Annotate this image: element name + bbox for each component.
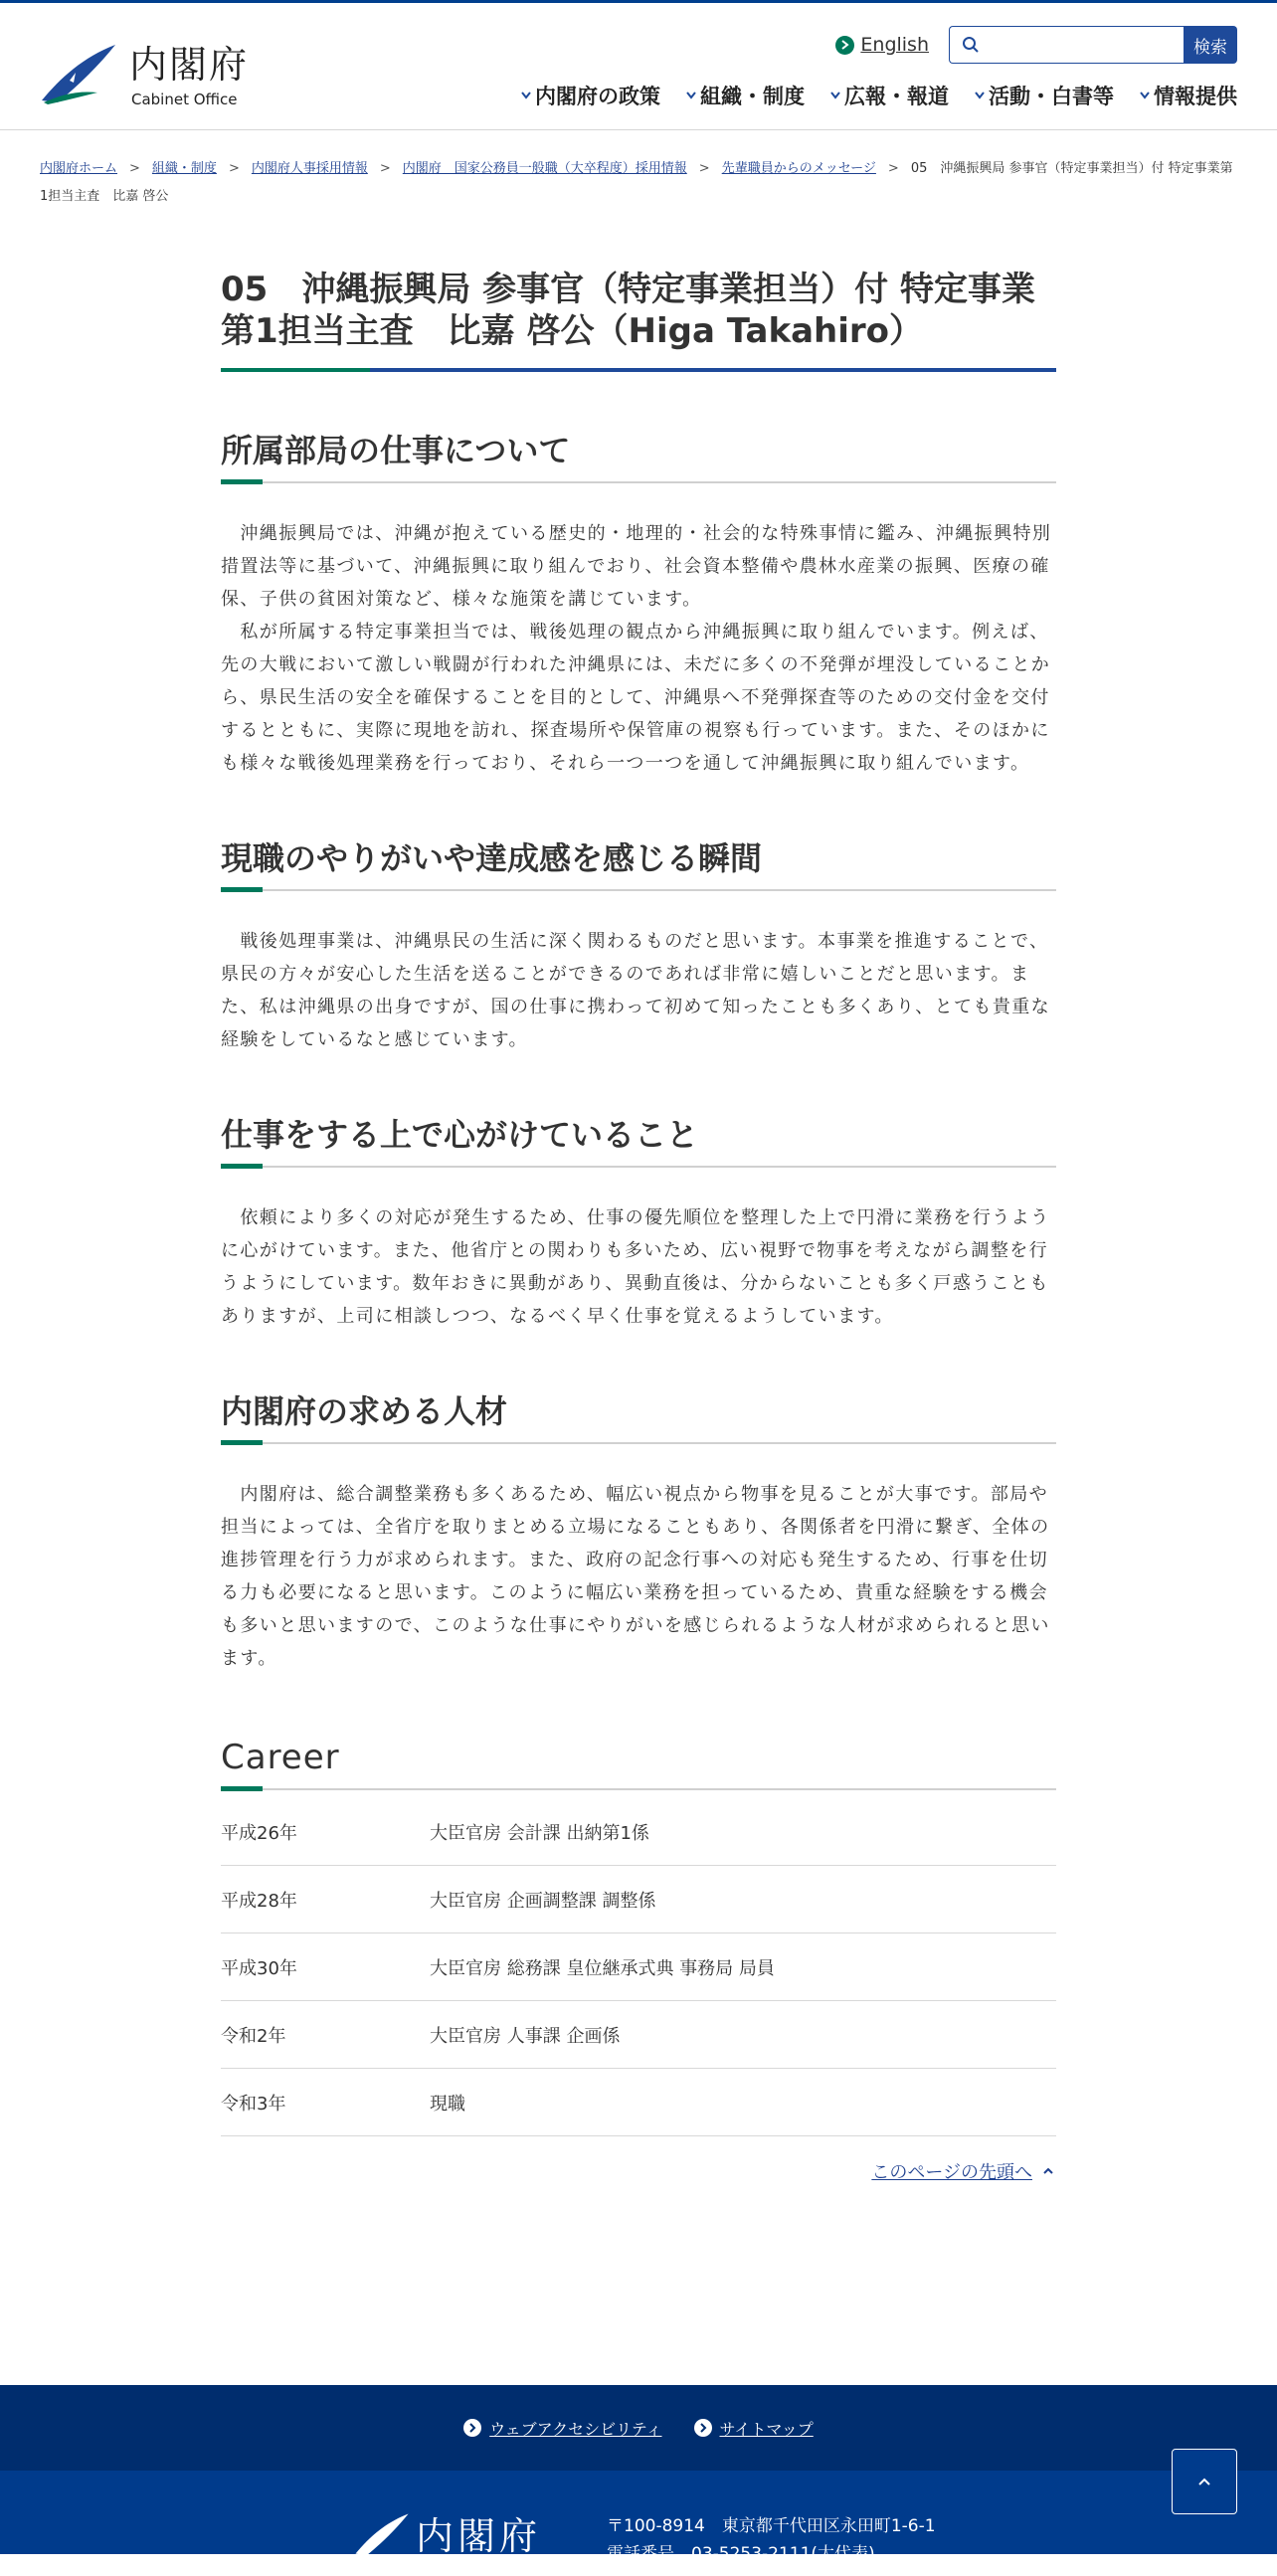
nav-item-label: 広報・報道: [844, 85, 949, 108]
chevron-right-icon: [463, 2419, 481, 2437]
footer-link-label: ウェブアクセシビリティ: [489, 2419, 662, 2439]
section-career: [221, 1737, 1056, 2136]
search-input[interactable]: [988, 30, 1177, 60]
section-rewarding-moments: [221, 837, 1056, 1056]
footer-logo[interactable]: [354, 2516, 563, 2576]
heading-underline: [221, 1166, 1056, 1168]
nav-item-information[interactable]: [1140, 81, 1237, 110]
breadcrumb-separator: >: [228, 161, 240, 176]
paragraph: 内閣府は、総合調整業務も多くあるため、幅広い視点から物事を見ることが大事です。部局や担当によっては、全省庁を取りまとめる立場になることもあり、各関係者を円滑に繋ぎ、全体の進捗管理を行う力が求められます。また、政府の記念行事への対応も発生するため、行事を仕切る力も必要になると思います。このように幅広い業務を担っているため、貴重な経験をする機会も多いと思いますので、このような仕事にやりがいを感じられるような人材が求められると思います。: [221, 1484, 1050, 1669]
chevron-down-icon: [521, 92, 531, 99]
table-row: [221, 2001, 1056, 2069]
section-heading: 仕事をする上で心がけていること: [221, 1116, 699, 1154]
footer-links-bar: [0, 2385, 1277, 2471]
english-link[interactable]: [835, 34, 929, 56]
logo-subtitle: Cabinet Office: [131, 91, 238, 108]
paragraph: 戦後処理事業は、沖縄県民の生活に深く関わるものだと思います。本事業を推進することで、県民の方々が安心した生活を送ることができるのであれば非常に嬉しいことだと思います。また、私は沖縄県の出身ですが、国の仕事に携わって初めて知ったことも多くあり、とても貴重な経験をしているなと感じています。: [221, 931, 1051, 1050]
nav-item-label: 内閣府の政策: [535, 85, 660, 108]
table-row: [221, 1798, 1056, 1866]
footer-logo-title: 内閣府: [416, 2514, 542, 2558]
page-title: 05 沖縄振興局 参事官（特定事業担当）付 特定事業第1担当主査 比嘉 啓公（Higa Takahiro）: [221, 270, 1035, 351]
chevron-right-icon: [694, 2419, 712, 2437]
section-work-mindset: [221, 1114, 1056, 1333]
nav-item-label: 情報提供: [1154, 85, 1237, 108]
heading-underline: [221, 889, 1056, 891]
paragraph: 沖縄振興局では、沖縄が抱えている歴史的・地理的・社会的な特殊事情に鑑み、沖縄振興特別措置法等に基づいて、沖縄振興に取り組んでおり、社会資本整備や農林水産業の振興、医療の確保、子供の貧困対策など、様々な施策を講じています。: [221, 523, 1052, 610]
paragraph: 私が所属する特定事業担当では、戦後処理の観点から沖縄振興に取り組んでいます。例えば、先の大戦において激しい戦闘が行われた沖縄県には、未だに多くの不発弾が埋没していることから、県民生活の安全を確保することを目的として、沖縄県へ不発弾探査等のための交付金を交付するとともに、実際に現地を訪れ、探査場所や保管庫の視察も行っています。また、そのほかにも様々な戦後処理業務を行っており、それら一つ一つを通して沖縄振興に取り組んでいます。: [221, 622, 1051, 774]
search-form: [949, 26, 1237, 64]
nav-item-organization[interactable]: [686, 81, 805, 110]
logo-mark-icon: [40, 43, 117, 106]
breadcrumb-link-home[interactable]: 内閣府ホーム: [40, 161, 118, 176]
section-desired-talent: [221, 1390, 1056, 1675]
breadcrumb-link-messages[interactable]: 先輩職員からのメッセージ: [721, 161, 876, 176]
table-row: [221, 2069, 1056, 2136]
career-year: 平成30年: [221, 1957, 297, 1979]
section-heading: 内閣府の求める人材: [221, 1392, 508, 1430]
breadcrumb-separator: >: [698, 161, 710, 176]
chevron-down-icon: [1140, 92, 1150, 99]
breadcrumb-separator: >: [129, 161, 140, 176]
chevron-up-icon: [1194, 2475, 1214, 2488]
career-post: 大臣官房 会計課 出納第1係: [430, 1822, 649, 1844]
footer-link-label: サイトマップ: [719, 2419, 814, 2439]
back-to-top-button[interactable]: [1172, 2449, 1237, 2514]
search-icon: [962, 36, 980, 54]
section-heading: 現職のやりがいや達成感を感じる瞬間: [221, 839, 763, 877]
breadcrumb-separator: >: [887, 161, 899, 176]
career-post: 大臣官房 総務課 皇位継承式典 事務局 局員: [430, 1957, 775, 1979]
breadcrumb-separator: >: [379, 161, 391, 176]
career-year: 平成26年: [221, 1822, 297, 1844]
career-post: 大臣官房 企画調整課 調整係: [430, 1890, 656, 1912]
nav-item-label: 組織・制度: [700, 85, 805, 108]
section-text: [221, 517, 1056, 780]
footer-link-sitemap[interactable]: [694, 2417, 814, 2440]
page-top-link[interactable]: [871, 2158, 1056, 2184]
chevron-down-icon: [975, 92, 985, 99]
nav-item-activities[interactable]: [975, 81, 1114, 110]
chevron-down-icon: [830, 92, 840, 99]
logo-title: 内閣府: [129, 43, 250, 87]
table-row: [221, 1866, 1056, 1933]
section-text: [221, 1478, 1056, 1675]
main-content: [221, 269, 1056, 2202]
nav-item-policy[interactable]: [521, 81, 660, 110]
chevron-down-icon: [686, 92, 696, 99]
section-department-work: [221, 430, 1056, 780]
paragraph: 依頼により多くの対応が発生するため、仕事の優先順位を整理した上で円滑に業務を行うように心がけています。また、他省庁との関わりも多いため、広い視野で物事を考えながら調整を行うようにしています。数年おきに異動があり、異動直後は、分からないことも多く戸惑うこともありますが、上司に相談しつつ、なるべく早く仕事を覚えるようしています。: [221, 1207, 1050, 1327]
career-year: 平成28年: [221, 1890, 297, 1912]
nav-item-press[interactable]: [830, 81, 949, 110]
page-top-area: [221, 2136, 1056, 2202]
section-heading: Career: [221, 1738, 340, 1777]
career-table: [221, 1798, 1056, 2136]
breadcrumb-link-recruitment[interactable]: 内閣府人事採用情報: [251, 161, 368, 176]
site-header: [0, 3, 1277, 130]
footer-address: [607, 2512, 936, 2568]
site-logo[interactable]: [40, 41, 269, 110]
career-post: 現職: [430, 2093, 465, 2115]
address-line: 〒100-8914 東京都千代田区永田町1-6-1: [607, 2516, 936, 2536]
breadcrumb-link-organization[interactable]: 組織・制度: [151, 161, 217, 176]
chevron-up-icon: [1040, 2165, 1056, 2177]
section-heading: 所属部局の仕事について: [221, 432, 571, 469]
global-nav: [495, 81, 1237, 110]
page-top-label: このページの先頭へ: [871, 2162, 1032, 2183]
breadcrumb: [40, 155, 1237, 211]
table-row: [221, 1933, 1056, 2001]
heading-underline: [221, 1442, 1056, 1444]
career-year: 令和2年: [221, 2025, 286, 2047]
search-button[interactable]: 検索: [1184, 26, 1237, 64]
search-box: [949, 26, 1184, 64]
heading-underline: [221, 481, 1056, 483]
title-underline: [221, 368, 1056, 372]
footer-link-accessibility[interactable]: [463, 2417, 661, 2440]
footer-info: [0, 2471, 1277, 2564]
career-post: 大臣官房 人事課 企画係: [430, 2025, 621, 2047]
phone-line: 電話番号 03-5253-2111(大代表): [607, 2544, 875, 2564]
header-utility: [835, 25, 1237, 65]
breadcrumb-link-general-recruitment[interactable]: 内閣府 国家公務員一般職（大卒程度）採用情報: [402, 161, 687, 176]
heading-underline: [221, 1788, 1056, 1790]
breadcrumb-current: 05 沖縄振興局 参事官（特定事業担当）付 特定事業第1担当主査 比嘉 啓公: [40, 161, 1233, 204]
nav-item-label: 活動・白書等: [989, 85, 1114, 108]
section-text: [221, 925, 1056, 1056]
section-text: [221, 1201, 1056, 1333]
logo-mark-icon: [354, 2512, 410, 2558]
chevron-right-icon: [835, 36, 854, 55]
career-year: 令和3年: [221, 2093, 286, 2115]
english-label: English: [860, 34, 929, 56]
